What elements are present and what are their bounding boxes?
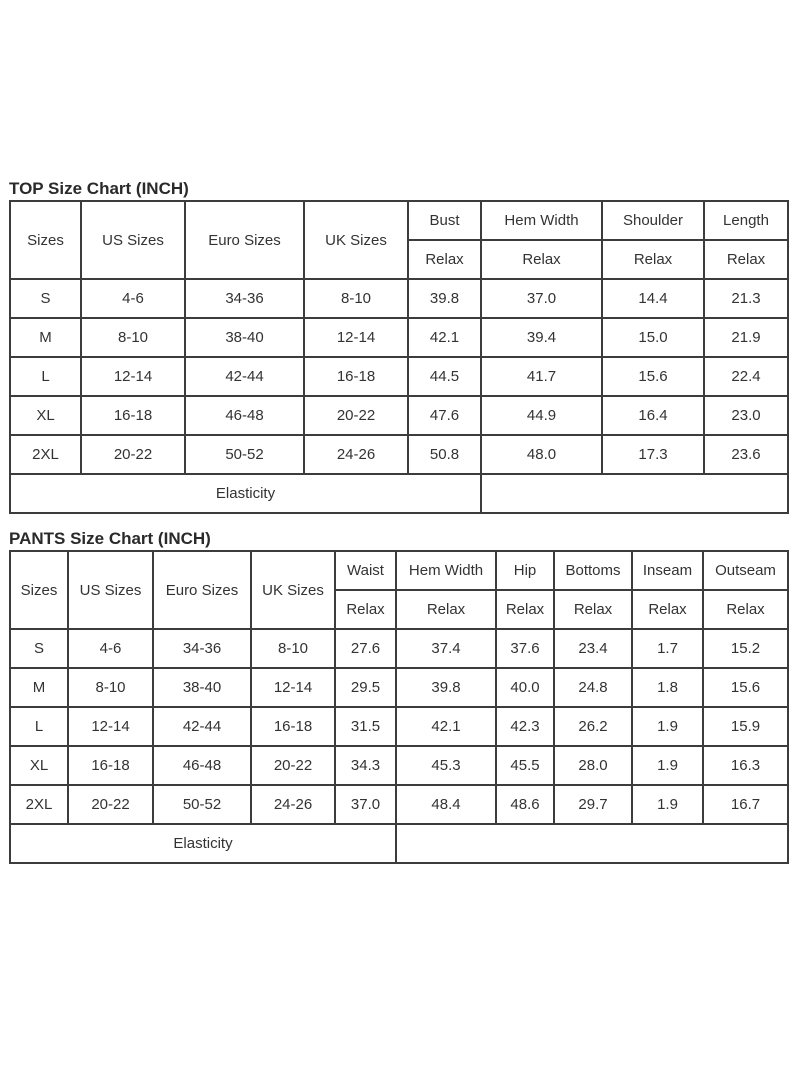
table-cell: 4-6 — [68, 629, 153, 668]
elasticity-value — [481, 474, 788, 513]
table-cell: 16-18 — [81, 396, 185, 435]
table-cell: 42.1 — [408, 318, 481, 357]
measurement-header: Bottoms — [554, 551, 632, 590]
table-cell: 47.6 — [408, 396, 481, 435]
column-header: UK Sizes — [304, 201, 408, 279]
table-cell: 37.0 — [335, 785, 396, 824]
header-row — [10, 201, 788, 240]
table-cell: 15.6 — [703, 668, 788, 707]
table-cell: 38-40 — [153, 668, 251, 707]
table-cell: 21.9 — [704, 318, 788, 357]
table-cell: 40.0 — [496, 668, 554, 707]
table-cell: 1.9 — [632, 785, 703, 824]
pants-size-table-body — [10, 551, 788, 863]
measurement-header: Shoulder — [602, 201, 704, 240]
table-cell: 8-10 — [251, 629, 335, 668]
table-cell: 15.9 — [703, 707, 788, 746]
table-cell: 17.3 — [602, 435, 704, 474]
table-cell: 48.6 — [496, 785, 554, 824]
measurement-header: Waist — [335, 551, 396, 590]
table-cell: 27.6 — [335, 629, 396, 668]
table-row — [10, 357, 788, 396]
table-row — [10, 279, 788, 318]
table-cell: 39.4 — [481, 318, 602, 357]
measurement-header: Hem Width — [481, 201, 602, 240]
measurement-header: Outseam — [703, 551, 788, 590]
table-cell: 39.8 — [396, 668, 496, 707]
table-cell: 28.0 — [554, 746, 632, 785]
table-cell: 4-6 — [81, 279, 185, 318]
table-row — [10, 785, 788, 824]
pants-size-table — [9, 550, 789, 864]
table-cell: 12-14 — [68, 707, 153, 746]
elasticity-label: Elasticity — [10, 824, 396, 863]
size-cell: L — [10, 357, 81, 396]
table-cell: 1.7 — [632, 629, 703, 668]
table-cell: 34-36 — [185, 279, 304, 318]
measurement-subheader: Relax — [554, 590, 632, 629]
table-cell: 12-14 — [251, 668, 335, 707]
measurement-subheader: Relax — [632, 590, 703, 629]
table-cell: 44.9 — [481, 396, 602, 435]
table-cell: 15.6 — [602, 357, 704, 396]
table-cell: 42-44 — [153, 707, 251, 746]
table-cell: 23.6 — [704, 435, 788, 474]
header-row — [10, 551, 788, 590]
table-cell: 22.4 — [704, 357, 788, 396]
column-header: US Sizes — [81, 201, 185, 279]
column-header: Euro Sizes — [185, 201, 304, 279]
table-cell: 48.0 — [481, 435, 602, 474]
table-cell: 8-10 — [304, 279, 408, 318]
column-header: UK Sizes — [251, 551, 335, 629]
table-cell: 16.7 — [703, 785, 788, 824]
column-header: Sizes — [10, 201, 81, 279]
column-header: Euro Sizes — [153, 551, 251, 629]
measurement-header: Hip — [496, 551, 554, 590]
size-cell: XL — [10, 396, 81, 435]
table-cell: 37.0 — [481, 279, 602, 318]
size-cell: M — [10, 668, 68, 707]
column-header: Sizes — [10, 551, 68, 629]
table-cell: 24-26 — [251, 785, 335, 824]
table-cell: 8-10 — [68, 668, 153, 707]
table-cell: 50-52 — [185, 435, 304, 474]
table-cell: 12-14 — [81, 357, 185, 396]
measurement-subheader: Relax — [496, 590, 554, 629]
top-size-chart-title: TOP Size Chart (INCH) — [9, 179, 189, 198]
measurement-header: Inseam — [632, 551, 703, 590]
top-size-table-body — [10, 201, 788, 513]
measurement-subheader: Relax — [602, 240, 704, 279]
measurement-subheader: Relax — [481, 240, 602, 279]
size-cell: L — [10, 707, 68, 746]
table-cell: 39.8 — [408, 279, 481, 318]
elasticity-row — [10, 474, 788, 513]
table-cell: 34-36 — [153, 629, 251, 668]
table-cell: 20-22 — [68, 785, 153, 824]
measurement-subheader: Relax — [704, 240, 788, 279]
table-cell: 29.5 — [335, 668, 396, 707]
table-cell: 15.0 — [602, 318, 704, 357]
table-cell: 16.4 — [602, 396, 704, 435]
table-cell: 23.0 — [704, 396, 788, 435]
table-cell: 16.3 — [703, 746, 788, 785]
size-cell: S — [10, 279, 81, 318]
table-cell: 45.5 — [496, 746, 554, 785]
measurement-header: Bust — [408, 201, 481, 240]
table-cell: 24.8 — [554, 668, 632, 707]
table-cell: 1.9 — [632, 707, 703, 746]
elasticity-row — [10, 824, 788, 863]
table-row — [10, 435, 788, 474]
elasticity-value — [396, 824, 788, 863]
size-cell: 2XL — [10, 435, 81, 474]
size-cell: 2XL — [10, 785, 68, 824]
pants-size-chart-title: PANTS Size Chart (INCH) — [9, 529, 211, 548]
table-cell: 46-48 — [185, 396, 304, 435]
table-row — [10, 629, 788, 668]
measurement-subheader: Relax — [703, 590, 788, 629]
table-cell: 12-14 — [304, 318, 408, 357]
table-cell: 48.4 — [396, 785, 496, 824]
table-cell: 26.2 — [554, 707, 632, 746]
table-cell: 29.7 — [554, 785, 632, 824]
table-cell: 1.8 — [632, 668, 703, 707]
size-cell: XL — [10, 746, 68, 785]
measurement-subheader: Relax — [335, 590, 396, 629]
table-cell: 42.3 — [496, 707, 554, 746]
column-header: US Sizes — [68, 551, 153, 629]
table-cell: 41.7 — [481, 357, 602, 396]
measurement-header: Length — [704, 201, 788, 240]
table-cell: 38-40 — [185, 318, 304, 357]
size-cell: M — [10, 318, 81, 357]
table-cell: 15.2 — [703, 629, 788, 668]
table-cell: 50-52 — [153, 785, 251, 824]
table-cell: 46-48 — [153, 746, 251, 785]
table-cell: 45.3 — [396, 746, 496, 785]
table-cell: 50.8 — [408, 435, 481, 474]
measurement-subheader: Relax — [396, 590, 496, 629]
table-row — [10, 746, 788, 785]
table-cell: 16-18 — [68, 746, 153, 785]
table-cell: 24-26 — [304, 435, 408, 474]
table-cell: 31.5 — [335, 707, 396, 746]
table-cell: 16-18 — [304, 357, 408, 396]
table-cell: 21.3 — [704, 279, 788, 318]
table-cell: 37.4 — [396, 629, 496, 668]
table-cell: 42-44 — [185, 357, 304, 396]
table-cell: 44.5 — [408, 357, 481, 396]
table-row — [10, 318, 788, 357]
table-row — [10, 396, 788, 435]
table-cell: 8-10 — [81, 318, 185, 357]
top-size-table — [9, 200, 789, 514]
table-cell: 16-18 — [251, 707, 335, 746]
table-cell: 20-22 — [304, 396, 408, 435]
table-cell: 42.1 — [396, 707, 496, 746]
table-row — [10, 707, 788, 746]
table-cell: 23.4 — [554, 629, 632, 668]
table-row — [10, 668, 788, 707]
measurement-header: Hem Width — [396, 551, 496, 590]
table-cell: 20-22 — [251, 746, 335, 785]
table-cell: 37.6 — [496, 629, 554, 668]
table-cell: 1.9 — [632, 746, 703, 785]
table-cell: 14.4 — [602, 279, 704, 318]
table-cell: 34.3 — [335, 746, 396, 785]
size-cell: S — [10, 629, 68, 668]
measurement-subheader: Relax — [408, 240, 481, 279]
elasticity-label: Elasticity — [10, 474, 481, 513]
table-cell: 20-22 — [81, 435, 185, 474]
